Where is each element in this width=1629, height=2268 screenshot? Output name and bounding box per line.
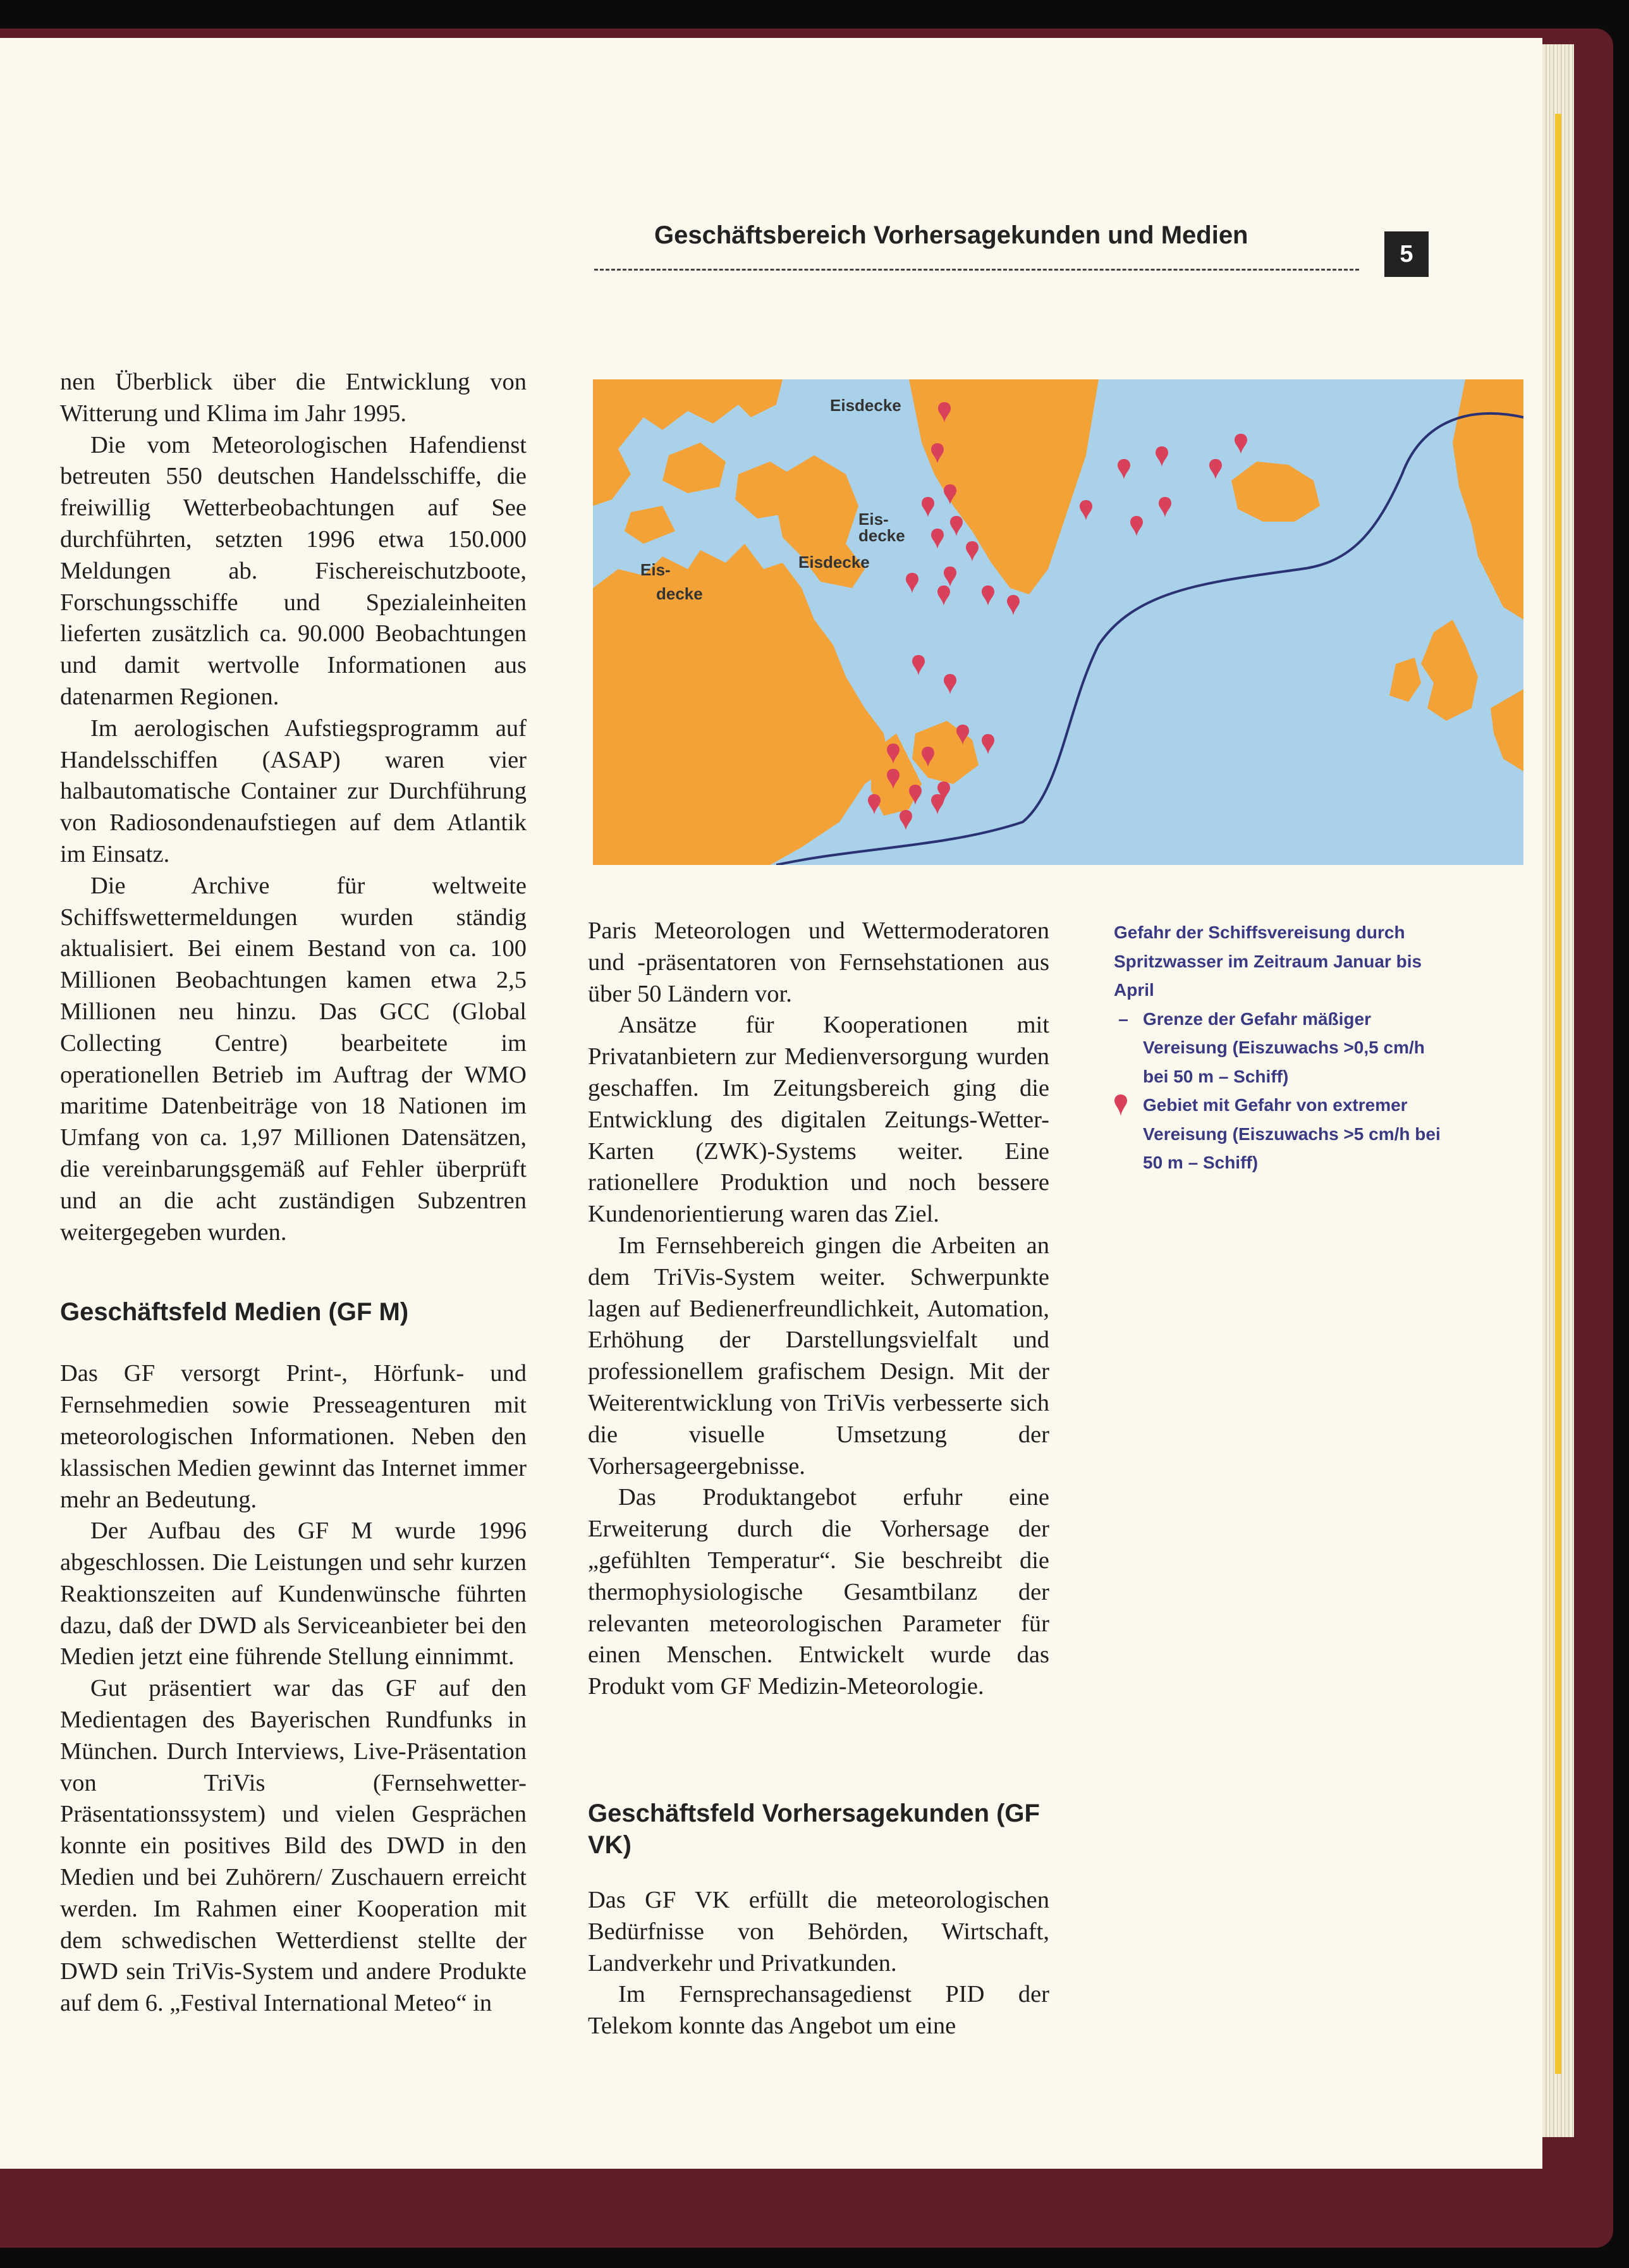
header-rule xyxy=(594,269,1359,271)
map-label-eisdecke-north: Eisdecke xyxy=(830,396,901,415)
paragraph: Im Fernsprechansagedienst PID der Telekom konnte das Angebot um eine xyxy=(588,1981,1049,2040)
section-heading-vorhersagekunden: Geschäftsfeld Vorhersagekunden (GF VK) xyxy=(588,1799,1040,1859)
right-column xyxy=(588,916,1049,2042)
paragraph: Im Fernsehbereich gingen die Arbeiten an dem TriVis-System weiter. Schwerpunkte lagen auf Bedienerfreundlichkeit, Automation, Erhöhung der Darstellungsvielfalt und professionellem grafischem Design. Mit der Weiterentwicklung von TriVis verbesserte sich die visuelle Umsetzung der Vorhersageergebnisse. xyxy=(588,1232,1049,1480)
section-heading-medien: Geschäftsfeld Medien (GF M) xyxy=(60,1298,409,1327)
paragraph: Ansätze für Kooperationen mit Privatanbietern zur Medienversorgung wurden geschaffen. Im Zeitungsbereich ging die Entwicklung des digitalen Zeitungs-Wetter-Karten (ZWK)-Systems weiter. Eine rationellere Produktion und noch bessere Kundenorientierung waren das Ziel. xyxy=(588,1012,1049,1228)
map-caption xyxy=(1114,918,1443,1177)
paragraph: Der Aufbau des GF M wurde 1996 abgeschlossen. Die Leistungen und sehr kurzen Reaktionszeiten auf Kundenwünsche führten dazu, daß der DWD als Serviceanbieter bei den Medien jetzt eine führende Stellung einnimmt. xyxy=(60,1517,527,1670)
paragraph: Das GF versorgt Print-, Hörfunk- und Fernsehmedien sowie Presseagenturen mit meteorologischen Informationen. Neben den klassischen Medien gewinnt das Internet immer mehr an Bedeutung. xyxy=(60,1360,527,1513)
paragraph: Im aerologischen Aufstiegsprogramm auf Handelsschiffen (ASAP) waren vier halbautomatische Container zur Durchführung von Radiosondenaufstiegen auf dem Atlantik im Einsatz. xyxy=(60,714,527,867)
yellow-page-marker xyxy=(1555,114,1561,2074)
dash-symbol: – xyxy=(1118,1008,1128,1029)
map-marker-icon xyxy=(1114,1094,1128,1125)
caption-item-marker xyxy=(1114,1091,1443,1177)
ship-icing-map xyxy=(593,379,1523,865)
map-label-eis-west: Eis- xyxy=(640,560,671,579)
paragraph: Die Archive für weltweite Schiffswettermeldungen wurden ständig aktualisiert. Bei einem Bestand von ca. 100 Millionen Beobachtungen kamen etwa 2,5 Millionen neu hinzu. Das GCC (Global Collecting Centre) bearbeitete im operationellen Betrieb im Auftrag der WMO maritime Datenbeiträge von 18 Nationen im Umfang von ca. 1,97 Millionen Datensätzen, die vereinbarungsgemäß auf Fehler überprüft und an die acht zuständigen Subzentren weitergegeben wurden. xyxy=(60,872,527,1246)
caption-title: Gefahr der Schiffsvereisung durch Spritzwasser im Zeitraum Januar bis April xyxy=(1114,923,1422,1000)
caption-line-text: Grenze der Gefahr mäßiger Vereisung (Eiszuwachs >0,5 cm/h bei 50 m – Schiff) xyxy=(1143,1008,1425,1086)
caption-marker-text: Gebiet mit Gefahr von extremer Vereisung (Eiszuwachs >5 cm/h bei 50 m – Schiff) xyxy=(1143,1095,1441,1172)
paragraph: nen Überblick über die Entwicklung von Witterung und Klima im Jahr 1995. xyxy=(60,369,527,427)
paragraph: Das Produktangebot erfuhr eine Erweiterung durch die Vorhersage der „gefühlten Temperatur“. Sie beschreibt die thermophysiologische Gesamtbilanz der relevanten meteorologischen Parameter für einen Menschen. Entwickelt wurde das Produkt vom GF Medizin-Meteorologie. xyxy=(588,1484,1049,1700)
paragraph: Die vom Meteorologischen Hafendienst betreuten 550 deutschen Handelsschiffe, die freiwillig Wetterbeobachtungen auf See durchführten, setzten 1996 etwa 150.000 Meldungen ab. Fischereischutzboote, Forschungsschiffe und Spezialeinheiten lieferten zusätzlich ca. 90.000 Beobachtungen und damit wertvolle Informationen aus datenarmen Regionen. xyxy=(60,431,527,710)
running-header: Geschäftsbereich Vorhersagekunden und Medien xyxy=(654,221,1248,249)
caption-item-line xyxy=(1114,1005,1443,1091)
paragraph: Paris Meteorologen und Wettermoderatoren und -präsentatoren von Fernsehstationen aus über 50 Ländern vor. xyxy=(588,917,1049,1007)
map-label-decke-west: decke xyxy=(656,584,703,603)
paragraph: Gut präsentiert war das GF auf den Medientagen des Bayerischen Rundfunks in München. Durch Interviews, Live-Präsentation von TriVis (Fernsehwetter-Präsentationssystem) und vielen Gesprächen konnte ein positives Bild des DWD in den Medien und bei Zuhörern/ Zuschauern erreicht werden. Im Rahmen einer Kooperation mit dem schwedischen Wetterdienst stellte der DWD sein TriVis-System und andere Produkte auf dem 6. „Festival International Meteo“ in xyxy=(60,1675,527,2017)
map-label-eis: Eis- xyxy=(858,510,889,529)
map-label-eisdecke-middle: Eisdecke xyxy=(798,553,870,572)
document-page xyxy=(0,38,1542,2169)
paragraph: Das GF VK erfüllt die meteorologischen Bedürfnisse von Behörden, Wirtschaft, Landverkehr und Privatkunden. xyxy=(588,1886,1049,1977)
page-number: 5 xyxy=(1384,231,1429,277)
left-column xyxy=(60,367,527,2020)
map-label-decke: decke xyxy=(858,526,905,545)
